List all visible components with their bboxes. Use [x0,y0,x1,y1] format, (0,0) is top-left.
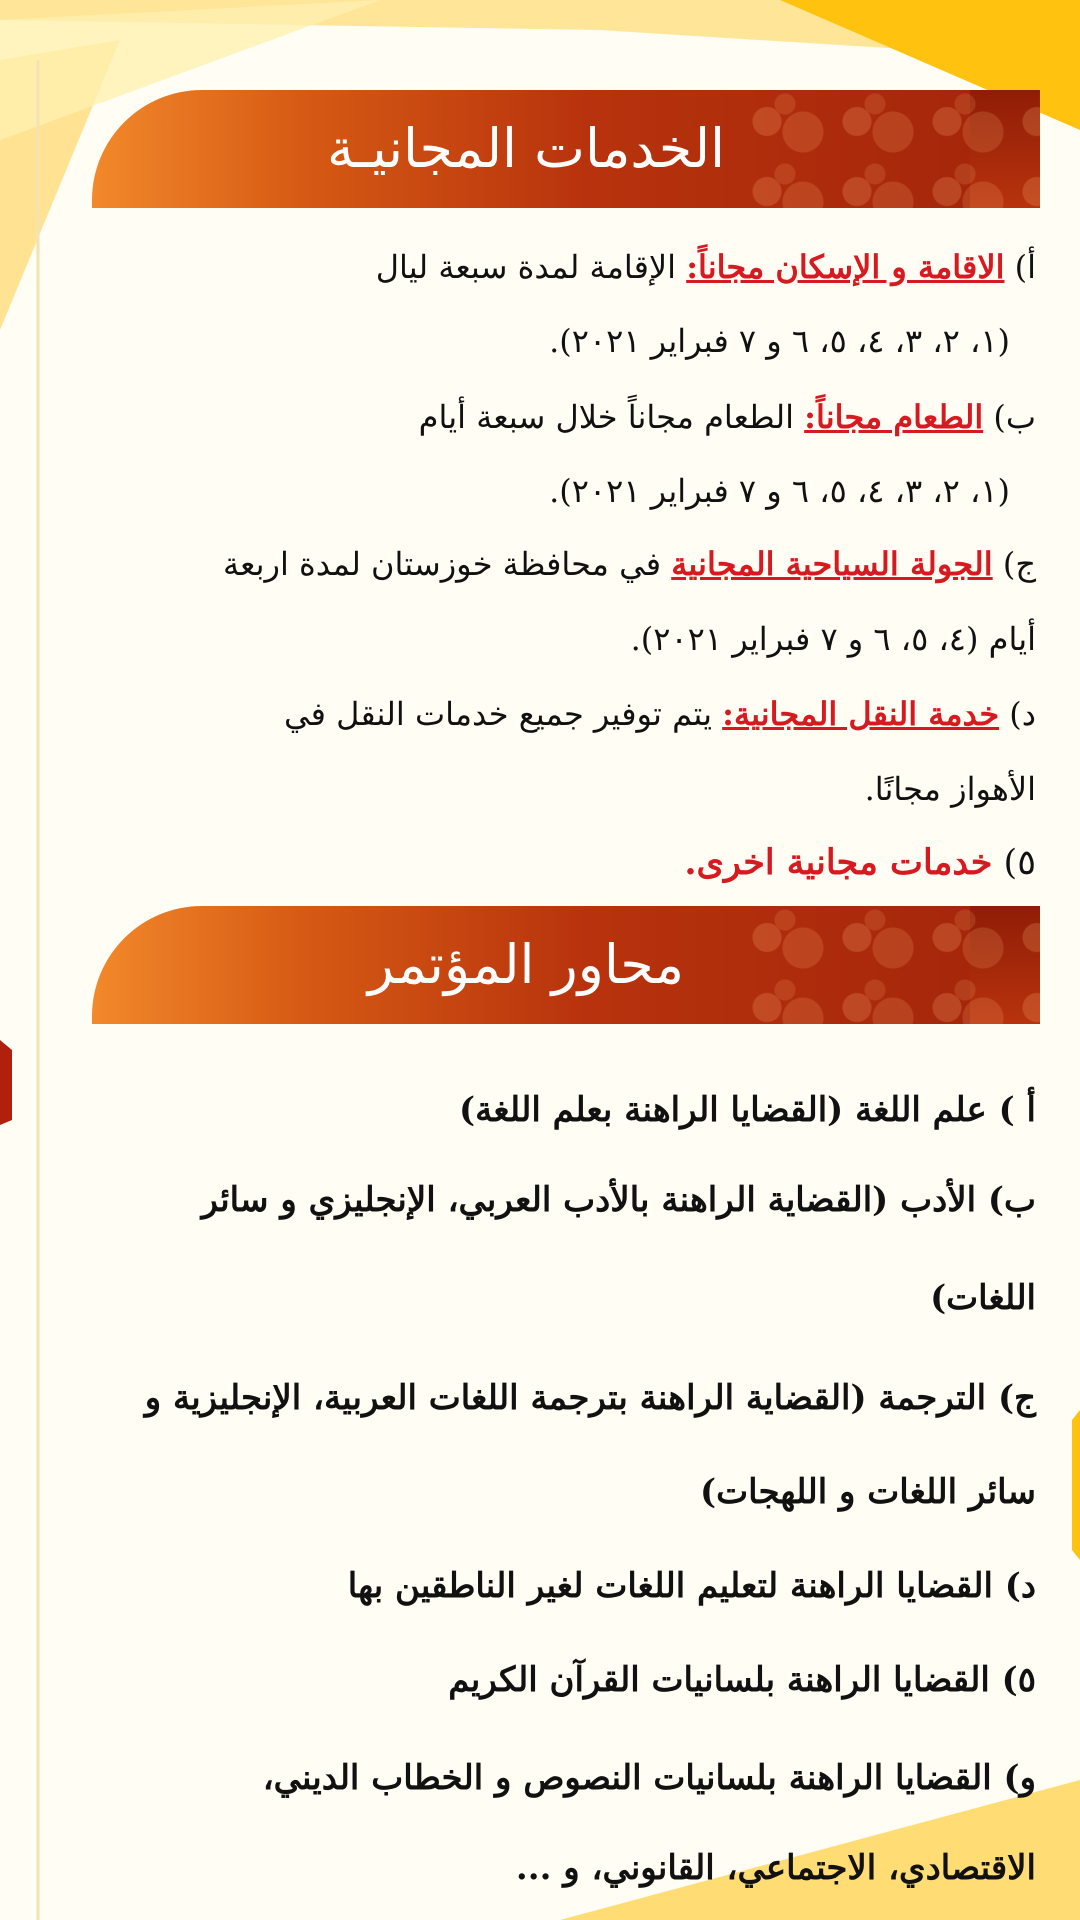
list-item-continuation: الأهواز مجانًا. [864,770,1036,808]
topic-item: و) القضايا الراهنة بلسانيات النصوص و الخطاب الديني، [262,1758,1036,1798]
topic-item: د) القضايا الراهنة لتعليم اللغات لغير الناطقين بها [347,1566,1036,1606]
topic-item: ج) الترجمة (القضاية الراهنة بترجمة اللغات العربية، الإنجليزية و [144,1378,1036,1418]
topic-item: ب) الأدب (القضاية الراهنة بالأدب العربي، الإنجليزي و سائر [201,1180,1036,1220]
list-item-continuation: (١، ٢، ٣، ٤، ٥، ٦ و ٧ فبراير ٢٠٢١). [549,472,1010,510]
topic-item-continuation: سائر اللغات و اللهجات) [700,1472,1036,1512]
banner-cap [970,906,1040,1024]
topic-item: ٥) القضايا الراهنة بلسانيات القرآن الكريم [448,1660,1036,1700]
list-item: ج) الجولة السياحية المجانية في محافظة خوزستان لمدة اربعة [223,545,1036,583]
list-item: ٥) خدمات مجانية اخرى. [684,842,1036,883]
topic-item: أ ) علم اللغة (القضايا الراهنة بعلم اللغة) [459,1090,1036,1130]
list-item-continuation: (١، ٢، ٣، ٤، ٥، ٦ و ٧ فبراير ٢٠٢١). [549,322,1010,360]
section-banner-free-services [92,90,1040,208]
topic-item-continuation: اللغات) [930,1278,1036,1318]
list-item-continuation: أيام (٤، ٥، ٦ و ٧ فبراير ٢٠٢١). [630,620,1036,658]
list-item: د) خدمة النقل المجانية: يتم توفير جميع خدمات النقل في [283,695,1036,733]
topic-item-continuation: الاقتصادي، الاجتماعي، القانوني، و ... [515,1848,1036,1888]
banner-cap [970,90,1040,208]
section-title-conference-topics: محاور المؤتمر [367,933,685,996]
list-item: أ) الاقامة و الإسكان مجاناً: الإقامة لمدة سبعة ليال [375,248,1036,286]
list-item: ب) الطعام مجاناً: الطعام مجاناً خلال سبعة أيام [418,398,1036,436]
section-title-free-services: الخدمات المجانيـة [326,117,726,180]
section-banner-conference-topics [92,906,1040,1024]
